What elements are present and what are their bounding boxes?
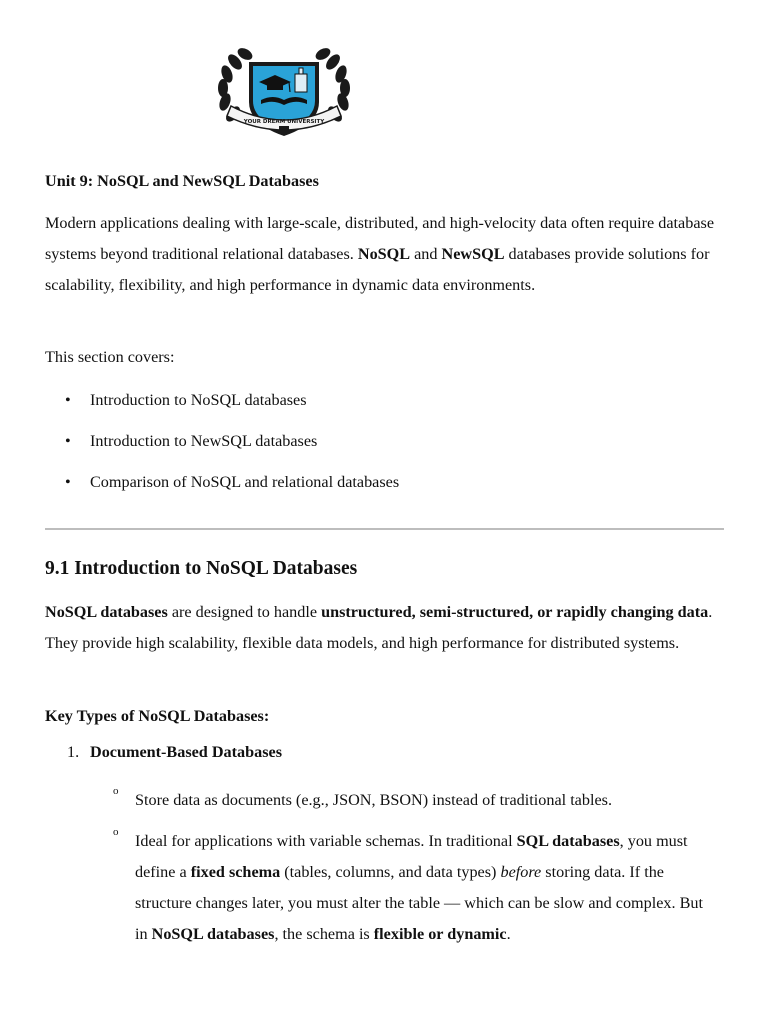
p2-text-2: , you must define a [135,832,688,881]
p2-bold-2: fixed schema [190,863,281,881]
circle-bullet-icon: o [113,785,119,797]
bullet-icon: • [65,432,71,450]
unit-title: Unit 9: NoSQL and NewSQL Databases [45,172,319,190]
list-item-text: Comparison of NoSQL and relational databases [90,473,400,491]
p2-bold-4: flexible or dynamic [373,925,507,943]
list-item [45,385,399,426]
p2-text-3: (tables, columns, and data types) [280,863,501,881]
list-item-text: Introduction to NoSQL databases [90,391,307,409]
intro-text-1: Modern applications dealing with large-scale, distributed, and high-velocity data often require database systems beyond traditional relational databases. [45,214,715,263]
def-text-1: are designed to handle [167,603,322,621]
list-item-label: Document-Based Databases [90,743,282,761]
section-covers-label: This section covers: [45,348,175,366]
key-types-heading: Key Types of NoSQL Databases: [45,707,270,725]
list-item [45,426,399,467]
p2-bold-1: SQL databases [516,832,620,850]
p2-text-1: Ideal for applications with variable schemas. In traditional [135,832,517,850]
list-item [45,467,399,508]
def-bold-1: NoSQL databases [45,603,168,621]
intro-bold-nosql: NoSQL [357,245,411,263]
list-number: 1. [67,743,80,761]
university-logo [213,44,355,140]
bullet-icon: • [65,391,71,409]
covers-list [45,385,399,508]
intro-text-2: and [410,245,442,263]
sub-list-item [113,785,713,816]
intro-bold-newsql: NewSQL [441,245,505,263]
sub-list-text: Store data as documents (e.g., JSON, BSON) instead of traditional tables. [135,791,612,809]
p2-text-6: . [506,925,511,943]
list-item-text: Introduction to NewSQL databases [90,432,318,450]
circle-bullet-icon: o [113,826,119,838]
section-heading: 9.1 Introduction to NoSQL Databases [45,558,358,579]
p2-text-5: , the schema is [274,925,374,943]
nosql-definition-paragraph [45,597,720,659]
bullet-icon: • [65,473,71,491]
intro-text-3: databases provide solutions for scalability, flexibility, and high performance in dynamic data environments. [45,245,710,294]
def-bold-2: unstructured, semi-structured, or rapidly changing data [321,603,709,621]
sub-list-text [135,826,713,950]
sub-list-item [113,826,713,950]
horizontal-divider [45,528,724,530]
intro-paragraph [45,208,720,301]
p2-italic-1: before [500,863,542,881]
p2-text-4: storing data. If the structure changes later, you must alter the table — which can be slow and complex. But in [135,863,703,943]
def-text-2: . They provide high scalability, flexible data models, and high performance for distributed systems. [45,603,713,652]
logo-banner-text: YOUR DREAM UNIVERSITY [243,119,325,125]
p2-bold-3: NoSQL databases [151,925,275,943]
